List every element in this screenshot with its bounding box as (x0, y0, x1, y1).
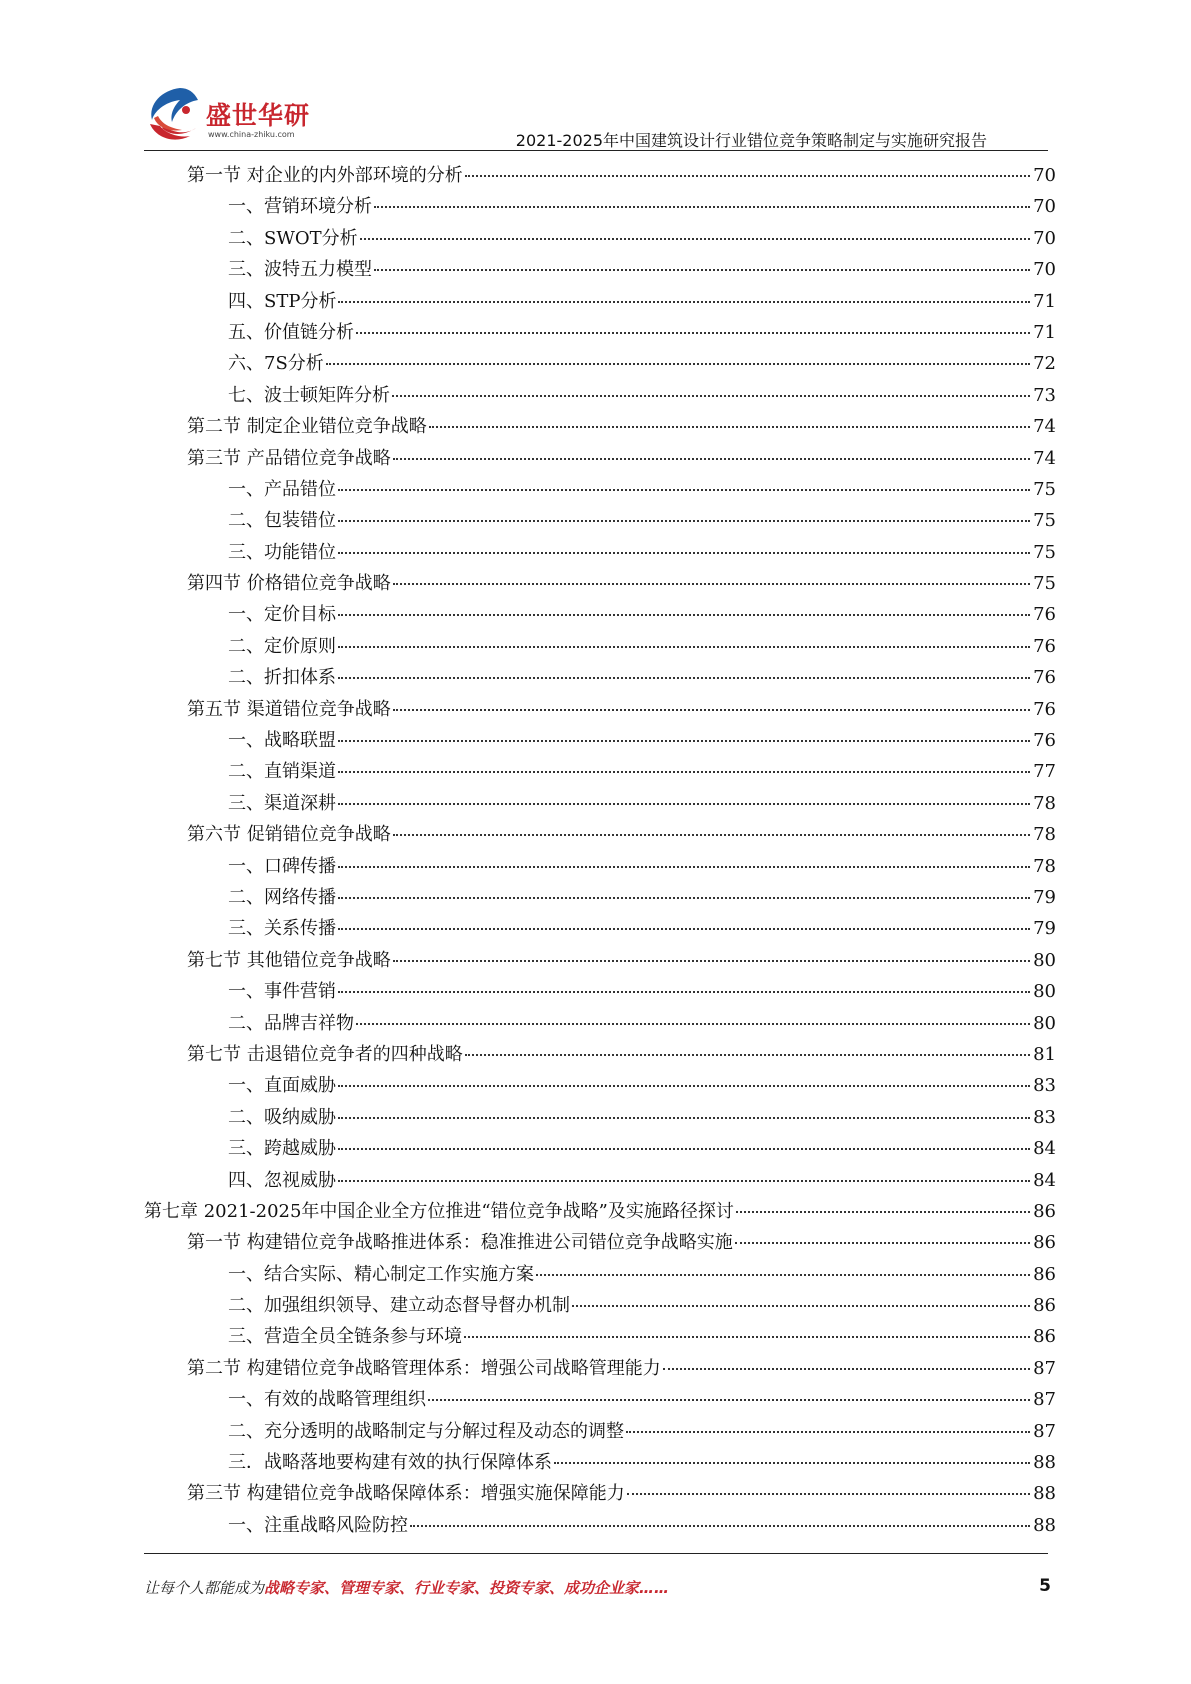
footer-slogan-highlight: 战略专家、管理专家、行业专家、投资专家、成功企业家…… (264, 1579, 670, 1597)
toc-subsection[interactable] (144, 474, 1056, 505)
toc-entry-page: 79 (1033, 918, 1056, 940)
toc-leader-dots (338, 803, 1030, 805)
toc-entry-label: 三、关系传播 (228, 918, 336, 940)
toc-subsection[interactable] (144, 1102, 1056, 1133)
toc-entry-label: 五、价值链分析 (228, 321, 354, 343)
toc-entry-page: 80 (1033, 949, 1056, 971)
footer-divider (144, 1553, 1048, 1554)
toc-entry-label: 三、功能错位 (228, 541, 336, 563)
toc-entry-label: 一、营销环境分析 (228, 196, 372, 218)
toc-subsection[interactable] (144, 223, 1056, 254)
toc-entry-page: 86 (1033, 1326, 1056, 1348)
toc-section[interactable] (144, 819, 1056, 850)
toc-entry-label: 第六节 促销错位竞争战略 (187, 824, 391, 846)
toc-entry-label: 第七章 2021-2025年中国企业全方位推进“错位竞争战略”及实施路径探讨 (144, 1200, 734, 1222)
toc-entry-page: 78 (1033, 824, 1056, 846)
toc-entry-page: 86 (1033, 1232, 1056, 1254)
toc-entry-label: 二、包装错位 (228, 510, 336, 532)
toc-leader-dots (374, 269, 1030, 271)
toc-entry-page: 83 (1033, 1106, 1056, 1128)
toc-subsection[interactable] (144, 1008, 1056, 1039)
toc-section[interactable] (144, 443, 1056, 474)
toc-subsection[interactable] (144, 725, 1056, 756)
toc-entry-label: 一、口碑传播 (228, 855, 336, 877)
toc-leader-dots (356, 1023, 1030, 1025)
toc-leader-dots (356, 332, 1030, 334)
toc-entry-page: 74 (1033, 447, 1056, 469)
toc-leader-dots (338, 677, 1030, 679)
toc-subsection[interactable] (144, 380, 1056, 411)
toc-entry-label: 二、SWOT分析 (228, 227, 358, 249)
toc-entry-page: 86 (1033, 1263, 1056, 1285)
toc-leader-dots (554, 1462, 1030, 1464)
toc-leader-dots (338, 1148, 1030, 1150)
toc-leader-dots (429, 426, 1030, 428)
toc-leader-dots (338, 552, 1030, 554)
toc-entry-label: 一、直面威胁 (228, 1075, 336, 1097)
toc-entry-page: 87 (1033, 1420, 1056, 1442)
toc-leader-dots (393, 583, 1030, 585)
toc-entry-label: 一、事件营销 (228, 981, 336, 1003)
toc-section[interactable] (144, 160, 1056, 191)
toc-entry-page: 70 (1033, 259, 1056, 281)
toc-section[interactable] (144, 1227, 1056, 1258)
toc-leader-dots (326, 363, 1030, 365)
toc-subsection[interactable] (144, 1133, 1056, 1164)
toc-subsection[interactable] (144, 1290, 1056, 1321)
toc-entry-label: 二、折扣体系 (228, 667, 336, 689)
toc-entry-label: 二、加强组织领导、建立动态督导督办机制 (228, 1295, 570, 1317)
toc-entry-label: 第三节 构建错位竞争战略保障体系：增强实施保障能力 (187, 1483, 625, 1505)
toc-entry-label: 第一节 对企业的内外部环境的分析 (187, 165, 463, 186)
toc-entry-page: 84 (1033, 1169, 1056, 1191)
toc-entry-page: 84 (1033, 1138, 1056, 1160)
toc-leader-dots (626, 1431, 1030, 1433)
toc-leader-dots (338, 928, 1030, 930)
toc-section[interactable] (144, 1478, 1056, 1509)
toc-entry-page: 86 (1033, 1200, 1056, 1222)
toc-leader-dots (338, 740, 1030, 742)
toc-leader-dots (338, 301, 1030, 303)
toc-subsection[interactable] (144, 662, 1056, 693)
toc-entry-page: 73 (1033, 384, 1056, 406)
toc-subsection[interactable] (144, 191, 1056, 222)
toc-entry-page: 87 (1033, 1389, 1056, 1411)
toc-leader-dots (338, 1117, 1030, 1119)
toc-entry-page: 74 (1033, 416, 1056, 438)
toc-leader-dots (338, 646, 1030, 648)
toc-entry-page: 71 (1033, 321, 1056, 343)
toc-entry-label: 第五节 渠道错位竞争战略 (187, 698, 391, 720)
toc-subsection[interactable] (144, 1447, 1056, 1478)
toc-subsection[interactable] (144, 1321, 1056, 1352)
toc-leader-dots (338, 1180, 1030, 1182)
header-divider (144, 150, 1048, 151)
toc-entry-page: 76 (1033, 667, 1056, 689)
toc-leader-dots (338, 489, 1030, 491)
toc-leader-dots (627, 1493, 1030, 1495)
toc-entry-label: 第七节 其他错位竞争战略 (187, 949, 391, 971)
toc-entry-page: 70 (1033, 227, 1056, 249)
toc-entry-label: 三．战略落地要构建有效的执行保障体系 (228, 1452, 552, 1474)
toc-leader-dots (393, 834, 1030, 836)
toc-subsection[interactable] (144, 254, 1056, 285)
toc-subsection[interactable] (144, 788, 1056, 819)
toc-entry-label: 二、品牌吉祥物 (228, 1012, 354, 1034)
toc-entry-label: 一、战略联盟 (228, 730, 336, 752)
toc-entry-page: 70 (1033, 165, 1056, 186)
toc-leader-dots (572, 1305, 1030, 1307)
toc-subsection[interactable] (144, 851, 1056, 882)
toc-entry-label: 一、注重战略风险防控 (228, 1514, 408, 1536)
toc-entry-page: 72 (1033, 353, 1056, 375)
toc-entry-label: 六、7S分析 (228, 353, 324, 375)
toc-section[interactable] (144, 1353, 1056, 1384)
toc-entry-label: 三、营造全员全链条参与环境 (228, 1326, 462, 1348)
toc-entry-label: 三、渠道深耕 (228, 792, 336, 814)
toc-leader-dots (735, 1242, 1030, 1244)
toc-leader-dots (338, 520, 1030, 522)
toc-entry-page: 78 (1033, 855, 1056, 877)
toc-entry-label: 二、直销渠道 (228, 761, 336, 783)
toc-leader-dots (464, 1336, 1030, 1338)
toc-subsection[interactable] (144, 537, 1056, 568)
toc-section[interactable] (144, 1039, 1056, 1070)
toc-entry-page: 71 (1033, 290, 1056, 312)
toc-entry-label: 一、定价目标 (228, 604, 336, 626)
toc-subsection[interactable] (144, 1416, 1056, 1447)
toc-subsection[interactable] (144, 1070, 1056, 1101)
brand-logo (140, 84, 310, 148)
toc-entry-page: 87 (1033, 1357, 1056, 1379)
toc-entry-page: 76 (1033, 604, 1056, 626)
toc-entry-label: 第七节 击退错位竞争者的四种战略 (187, 1043, 463, 1065)
toc-leader-dots (465, 175, 1030, 177)
toc-subsection[interactable] (144, 1259, 1056, 1290)
toc-entry-page: 75 (1033, 541, 1056, 563)
toc-entry-label: 第三节 产品错位竞争战略 (187, 447, 391, 469)
toc-subsection[interactable] (144, 631, 1056, 662)
toc-entry-label: 第四节 价格错位竞争战略 (187, 573, 391, 595)
toc-subsection[interactable] (144, 1384, 1056, 1415)
toc-leader-dots (393, 458, 1030, 460)
toc-subsection[interactable] (144, 1510, 1056, 1541)
toc-leader-dots (374, 206, 1030, 208)
toc-entry-page: 86 (1033, 1295, 1056, 1317)
toc-subsection[interactable] (144, 1165, 1056, 1196)
brand-name: 盛世华研 (206, 101, 311, 130)
toc-section[interactable] (144, 568, 1056, 599)
toc-entry-page: 88 (1033, 1452, 1056, 1474)
toc-entry-label: 七、波士顿矩阵分析 (228, 384, 390, 406)
toc-section[interactable] (144, 945, 1056, 976)
toc-entry-label: 二、吸纳威胁 (228, 1106, 336, 1128)
toc-leader-dots (536, 1274, 1030, 1276)
toc-leader-dots (360, 238, 1030, 240)
toc-entry-page: 81 (1033, 1043, 1056, 1065)
toc-leader-dots (393, 709, 1030, 711)
toc-entry-label: 第一节 构建错位竞争战略推进体系：稳准推进公司错位竞争战略实施 (187, 1232, 733, 1254)
toc-section[interactable] (144, 694, 1056, 725)
toc-subsection[interactable] (144, 286, 1056, 317)
toc-leader-dots (338, 866, 1030, 868)
brand-logo-icon (140, 84, 208, 148)
toc-leader-dots (736, 1211, 1030, 1213)
toc-leader-dots (338, 614, 1030, 616)
toc-entry-page: 79 (1033, 886, 1056, 908)
toc-entry-label: 四、STP分析 (228, 290, 337, 312)
toc-subsection[interactable] (144, 976, 1056, 1007)
toc-subsection[interactable] (144, 505, 1056, 536)
toc-entry-page: 75 (1033, 478, 1056, 500)
toc-entry-label: 第二节 构建错位竞争战略管理体系：增强公司战略管理能力 (187, 1357, 661, 1379)
toc-leader-dots (428, 1399, 1030, 1401)
toc-entry-page: 75 (1033, 573, 1056, 595)
toc-entry-label: 一、产品错位 (228, 478, 336, 500)
toc-subsection[interactable] (144, 913, 1056, 944)
footer-slogan-prefix: 让每个人都能成为 (144, 1579, 265, 1597)
toc-entry-page: 76 (1033, 730, 1056, 752)
toc-entry-page: 80 (1033, 1012, 1056, 1034)
toc-subsection[interactable] (144, 348, 1056, 379)
toc-entry-label: 一、有效的战略管理组织 (228, 1389, 426, 1411)
toc-subsection[interactable] (144, 599, 1056, 630)
toc-entry-label: 三、波特五力模型 (228, 259, 372, 281)
toc-subsection[interactable] (144, 756, 1056, 787)
toc-leader-dots (465, 1054, 1030, 1056)
toc-entry-page: 80 (1033, 981, 1056, 1003)
toc-entry-label: 三、跨越威胁 (228, 1138, 336, 1160)
toc-entry-page: 77 (1033, 761, 1056, 783)
report-title: 2021-2025年中国建筑设计行业错位竞争策略制定与实施研究报告 (515, 131, 987, 150)
toc-section[interactable] (144, 411, 1056, 442)
brand-url: www.china-zhiku.com (208, 130, 295, 139)
toc-subsection[interactable] (144, 882, 1056, 913)
toc-leader-dots (338, 991, 1030, 993)
table-of-contents (144, 160, 1056, 1541)
toc-entry-label: 第二节 制定企业错位竞争战略 (187, 416, 427, 438)
toc-entry-page: 88 (1033, 1514, 1056, 1536)
toc-entry-label: 二、定价原则 (228, 635, 336, 657)
toc-entry-page: 76 (1033, 698, 1056, 720)
toc-leader-dots (338, 771, 1030, 773)
toc-chapter[interactable] (144, 1196, 1056, 1227)
toc-entry-page: 88 (1033, 1483, 1056, 1505)
toc-leader-dots (392, 395, 1030, 397)
toc-subsection[interactable] (144, 317, 1056, 348)
footer-slogan (144, 1577, 669, 1598)
toc-entry-label: 四、忽视威胁 (228, 1169, 336, 1191)
toc-leader-dots (410, 1525, 1030, 1527)
toc-entry-page: 75 (1033, 510, 1056, 532)
toc-leader-dots (663, 1368, 1030, 1370)
toc-entry-label: 一、结合实际、精心制定工作实施方案 (228, 1263, 534, 1285)
toc-entry-page: 83 (1033, 1075, 1056, 1097)
page-number: 5 (1039, 1576, 1051, 1596)
toc-leader-dots (338, 897, 1030, 899)
toc-entry-page: 78 (1033, 792, 1056, 814)
toc-entry-page: 70 (1033, 196, 1056, 218)
toc-entry-label: 二、网络传播 (228, 886, 336, 908)
toc-entry-page: 76 (1033, 635, 1056, 657)
toc-entry-label: 二、充分透明的战略制定与分解过程及动态的调整 (228, 1420, 624, 1442)
toc-leader-dots (393, 960, 1030, 962)
toc-leader-dots (338, 1085, 1030, 1087)
